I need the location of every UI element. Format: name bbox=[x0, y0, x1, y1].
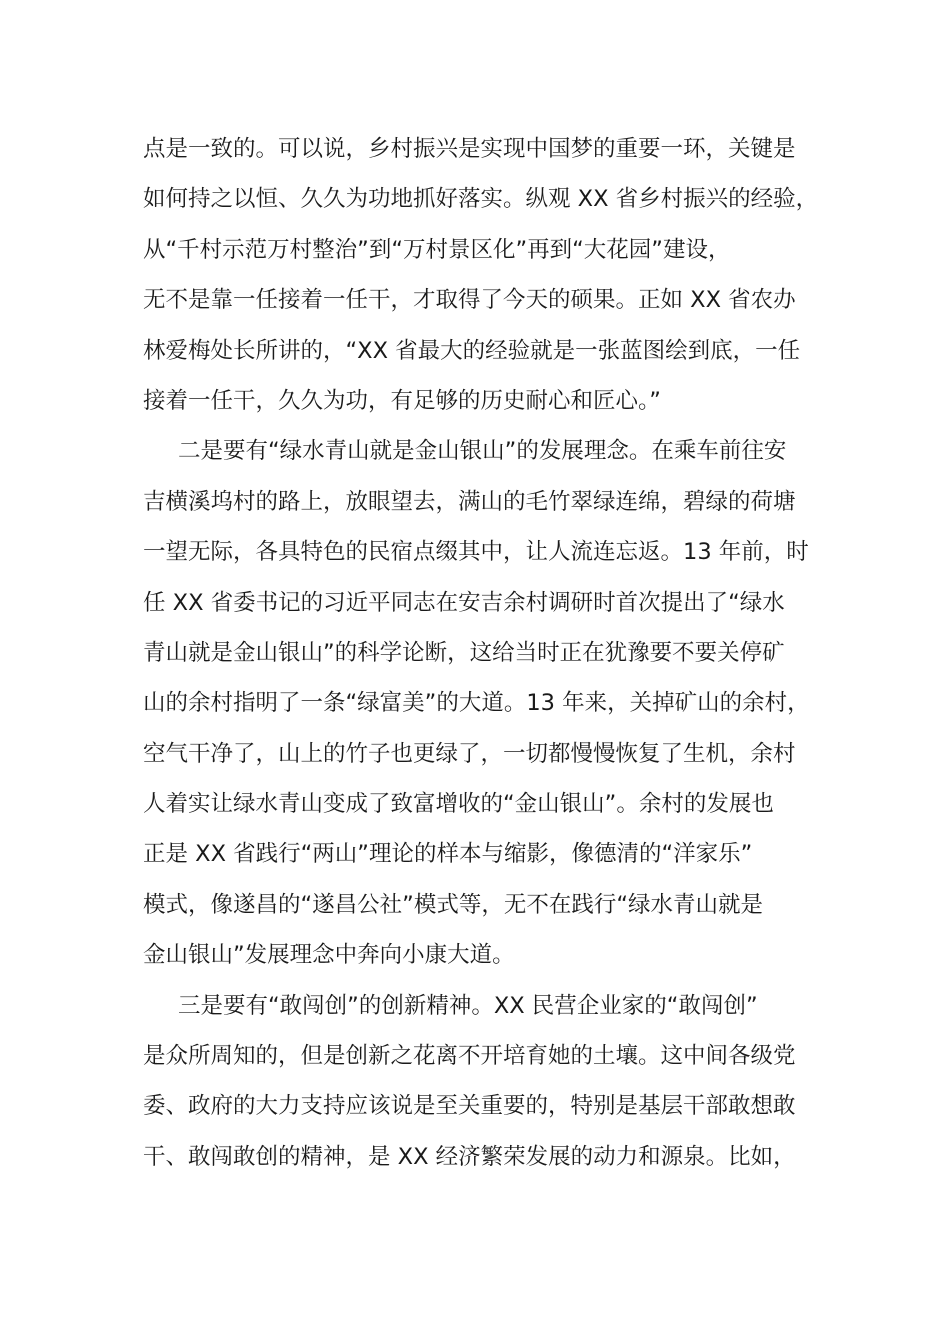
text-line: 三是要有“敢闯创”的创新精神。XX 民营企业家的“敢闯创” bbox=[178, 992, 758, 1019]
text-line: 模式，像遂昌的“遂昌公社”模式等，无不在践行“绿水青山就是 bbox=[143, 891, 763, 918]
text-line: 委、政府的大力支持应该说是至关重要的，特别是基层干部敢想敢 bbox=[143, 1093, 796, 1120]
text-line: 吉横溪坞村的路上，放眼望去，满山的毛竹翠绿连绵，碧绿的荷塘 bbox=[143, 488, 796, 515]
paragraph bbox=[143, 426, 823, 980]
text-line: 如何持之以恒、久久为功地抓好落实。纵观 XX 省乡村振兴的经验， bbox=[143, 186, 819, 213]
text-line: 任 XX 省委书记的习近平同志在安吉余村调研时首次提出了“绿水 bbox=[143, 589, 785, 616]
text-line: 青山就是金山银山”的科学论断，这给当时正在犹豫要不要关停矿 bbox=[143, 639, 785, 666]
text-line: 山的余村指明了一条“绿富美”的大道。13 年来，关掉矿山的余村， bbox=[143, 690, 810, 717]
paragraph bbox=[143, 981, 823, 1183]
text-line: 林爱梅处长所讲的，“XX 省最大的经验就是一张蓝图绘到底，一任 bbox=[143, 337, 801, 364]
paragraph bbox=[143, 124, 823, 426]
text-line: 接着一任干，久久为功，有足够的历史耐心和匠心。” bbox=[143, 387, 661, 414]
text-line: 人着实让绿水青山变成了致富增收的“金山银山”。余村的发展也 bbox=[143, 791, 774, 818]
text-line: 二是要有“绿水青山就是金山银山”的发展理念。在乘车前往安 bbox=[178, 438, 787, 465]
document-body bbox=[143, 124, 823, 1182]
text-line: 空气干净了，山上的竹子也更绿了，一切都慢慢恢复了生机，余村 bbox=[143, 740, 796, 767]
text-line: 点是一致的。可以说，乡村振兴是实现中国梦的重要一环，关键是 bbox=[143, 136, 796, 162]
text-line: 从“千村示范万村整治”到“万村景区化”再到“大花园”建设， bbox=[143, 236, 731, 263]
text-line: 一望无际，各具特色的民宿点缀其中，让人流连忘返。13 年前，时 bbox=[143, 539, 809, 566]
text-line: 是众所周知的，但是创新之花离不开培育她的土壤。这中间各级党 bbox=[143, 1043, 796, 1070]
text-line: 金山银山”发展理念中奔向小康大道。 bbox=[143, 942, 515, 969]
text-line: 干、敢闯敢创的精神，是 XX 经济繁荣发展的动力和源泉。比如， bbox=[143, 1143, 796, 1170]
text-line: 正是 XX 省践行“两山”理论的样本与缩影，像德清的“洋家乐” bbox=[143, 841, 753, 868]
text-line: 无不是靠一任接着一任干，才取得了今天的硕果。正如 XX 省农办 bbox=[143, 287, 796, 314]
